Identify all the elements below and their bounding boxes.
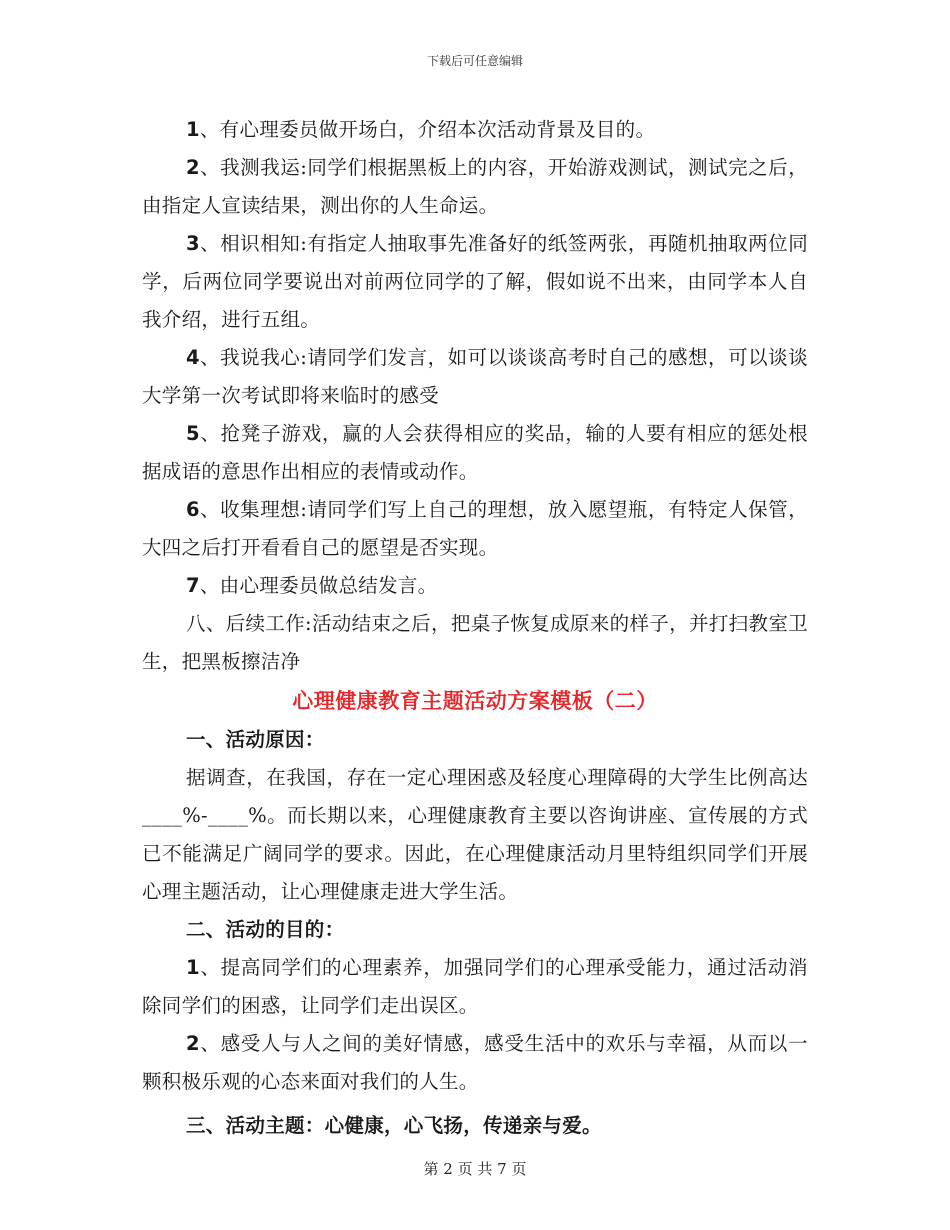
- page-header: 下载后可任意编辑: [426, 54, 523, 68]
- item-text: 、收集理想:请同学们写上自己的理想，放入愿望瓶，有特定人保管，大四之后打开看看自己的愿望是否实现。: [142, 498, 808, 559]
- item-text: 、相识相知:有指定人抽取事先准备好的纸签两张，再随机抽取两位同学，后两位同学要说出对前两位同学的了解，假如说不出来，由同学本人自我介绍，进行五组。: [142, 232, 808, 331]
- document-title: 心理健康教育主题活动方案模板（二）: [292, 688, 658, 713]
- section-heading: 三、活动主题：心健康，心飞扬，传递亲与爱。: [186, 1114, 602, 1137]
- list-item: [142, 149, 808, 225]
- page-footer: 第 2 页 共 7 页: [423, 1160, 527, 1178]
- list-item: [142, 949, 808, 1025]
- list-item: [142, 1025, 808, 1101]
- item-number: 6: [186, 498, 200, 521]
- item-text: 、由心理委员做总结发言。: [199, 574, 438, 597]
- document-body: [142, 111, 808, 1145]
- section-heading: 一、活动原因：: [186, 728, 325, 751]
- item-number: 5: [186, 422, 200, 445]
- list-item: [142, 415, 808, 491]
- item-number: 1: [186, 956, 200, 979]
- item-text: 、我测我运:同学们根据黑板上的内容，开始游戏测试，测试完之后，由指定人宣读结果，测出你的人生命运。: [142, 156, 808, 217]
- item-number: 2: [186, 156, 200, 179]
- item-text: 、提高同学们的心理素养，加强同学们的心理承受能力，通过活动消除同学们的困惑，让同学们走出误区。: [142, 956, 808, 1017]
- section-heading: 二、活动的目的：: [186, 918, 345, 941]
- item-number: 2: [186, 1032, 200, 1055]
- section-paragraph: 据调查，在我国，存在一定心理困惑及轻度心理障碍的大学生比例高达____%-____%。而长期以来，心理健康教育主要以咨询讲座、宣传展的方式已不能满足广阔同学的要求。因此，在心理健康活动月里特组织同学们开展心理主题活动，让心理健康走进大学生活。: [142, 766, 808, 903]
- item-text: 、感受人与人之间的美好情感，感受生活中的欢乐与幸福，从而以一颗积极乐观的心态来面对我们的人生。: [142, 1032, 808, 1093]
- list-item: [142, 567, 808, 605]
- item-number: 1: [186, 118, 200, 141]
- item-number: 3: [186, 232, 200, 255]
- followup-paragraph: 八、后续工作:活动结束之后，把桌子恢复成原来的样子，并打扫教室卫生，把黑板擦洁净: [142, 612, 808, 673]
- item-number: 7: [186, 574, 200, 597]
- item-number: 4: [186, 346, 200, 369]
- list-item: [142, 491, 808, 567]
- item-text: 、有心理委员做开场白，介绍本次活动背景及目的。: [199, 118, 656, 141]
- list-item: [142, 225, 808, 339]
- item-text: 、抢凳子游戏，赢的人会获得相应的奖品，输的人要有相应的惩处根据成语的意思作出相应的表情或动作。: [142, 422, 808, 483]
- list-item: [142, 339, 808, 415]
- list-item: [142, 111, 808, 149]
- item-text: 、我说我心:请同学们发言，如可以谈谈高考时自己的感想，可以谈谈大学第一次考试即将来临时的感受: [142, 346, 808, 407]
